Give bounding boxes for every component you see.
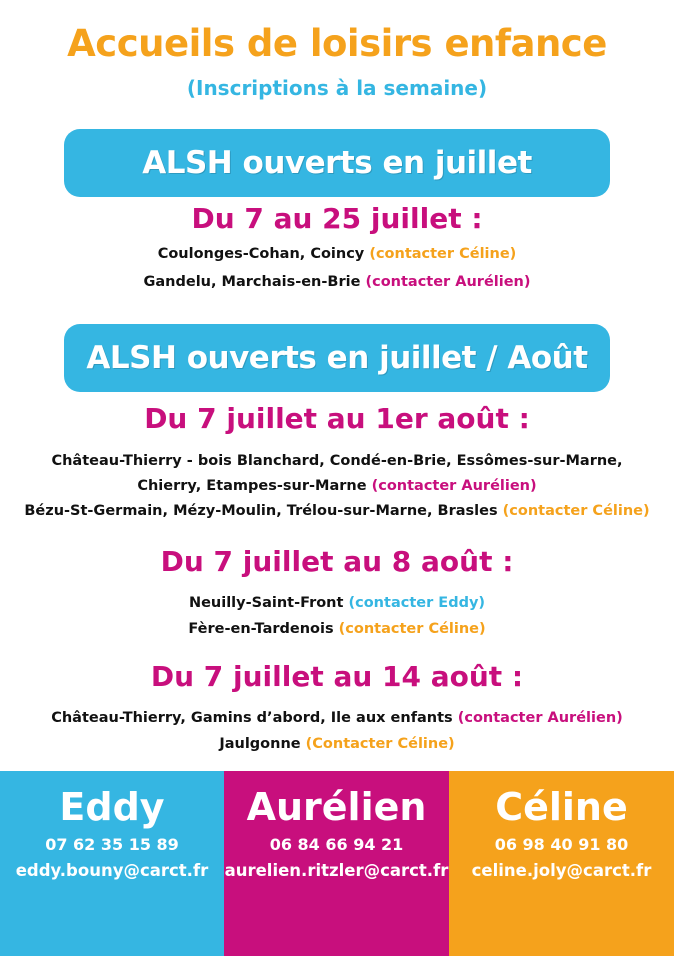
banner-july-label: ALSH ouverts en juillet [142, 145, 532, 181]
contact-card-eddy [0, 771, 224, 956]
period-heading: Du 7 juillet au 8 août : [160, 545, 514, 578]
contact-hint: (contacter Céline) [369, 246, 517, 262]
location-line [0, 503, 674, 519]
contact-hint: (contacter Eddy) [348, 595, 486, 611]
contact-name: Céline [495, 785, 628, 829]
location-names: Gandelu, Marchais-en-Brie [143, 274, 366, 290]
location-names: Jaulgonne [219, 736, 306, 752]
contact-hint: (contacter Céline) [338, 621, 486, 637]
location-names: Château-Thierry - bois Blanchard, Condé-en-Brie, Essômes-sur-Marne, [51, 453, 623, 469]
contact-name: Eddy [59, 785, 165, 829]
contact-hint: (contacter Céline) [502, 503, 650, 519]
page-subtitle: (Inscriptions à la semaine) [186, 76, 488, 100]
period-heading: Du 7 au 25 juillet : [191, 202, 483, 235]
period-heading: Du 7 juillet au 1er août : [144, 402, 530, 435]
location-names: Bézu-St-Germain, Mézy-Moulin, Trélou-sur-Marne, Brasles [24, 503, 503, 519]
contact-hint: (contacter Aurélien) [365, 274, 531, 290]
location-names: Fère-en-Tardenois [188, 621, 339, 637]
location-line [0, 736, 674, 752]
contact-phone: 06 98 40 91 80 [494, 835, 629, 854]
contact-phone: 06 84 66 94 21 [269, 835, 404, 854]
location-line [0, 621, 674, 637]
location-names: Château-Thierry, Gamins d’abord, Ile aux enfants [51, 710, 458, 726]
period-heading: Du 7 juillet au 14 août : [150, 660, 524, 693]
contact-name: Aurélien [246, 785, 427, 829]
location-names: Neuilly-Saint-Front [188, 595, 349, 611]
contact-email: celine.joly@carct.fr [471, 861, 652, 880]
location-line [0, 274, 674, 290]
contact-card-aurelien [224, 771, 449, 956]
contact-hint: (contacter Aurélien) [371, 478, 537, 494]
location-line [0, 246, 674, 262]
contact-card-celine [449, 771, 674, 956]
contact-hint: (contacter Aurélien) [457, 710, 623, 726]
location-line [0, 453, 674, 469]
contacts-footer [0, 771, 674, 956]
location-names: Chierry, Etampes-sur-Marne [137, 478, 372, 494]
location-line [0, 478, 674, 494]
contact-email: aurelien.ritzler@carct.fr [224, 861, 449, 880]
location-line [0, 595, 674, 611]
banner-july-august-label: ALSH ouverts en juillet / Août [86, 340, 588, 376]
contact-phone: 07 62 35 15 89 [45, 835, 179, 854]
location-names: Coulonges-Cohan, Coincy [157, 246, 370, 262]
location-line [0, 710, 674, 726]
contact-email: eddy.bouny@carct.fr [15, 861, 209, 880]
banner-july-august [64, 324, 610, 392]
page-title: Accueils de loisirs enfance [67, 22, 607, 65]
banner-july [64, 129, 610, 197]
contact-hint: (Contacter Céline) [305, 736, 455, 752]
